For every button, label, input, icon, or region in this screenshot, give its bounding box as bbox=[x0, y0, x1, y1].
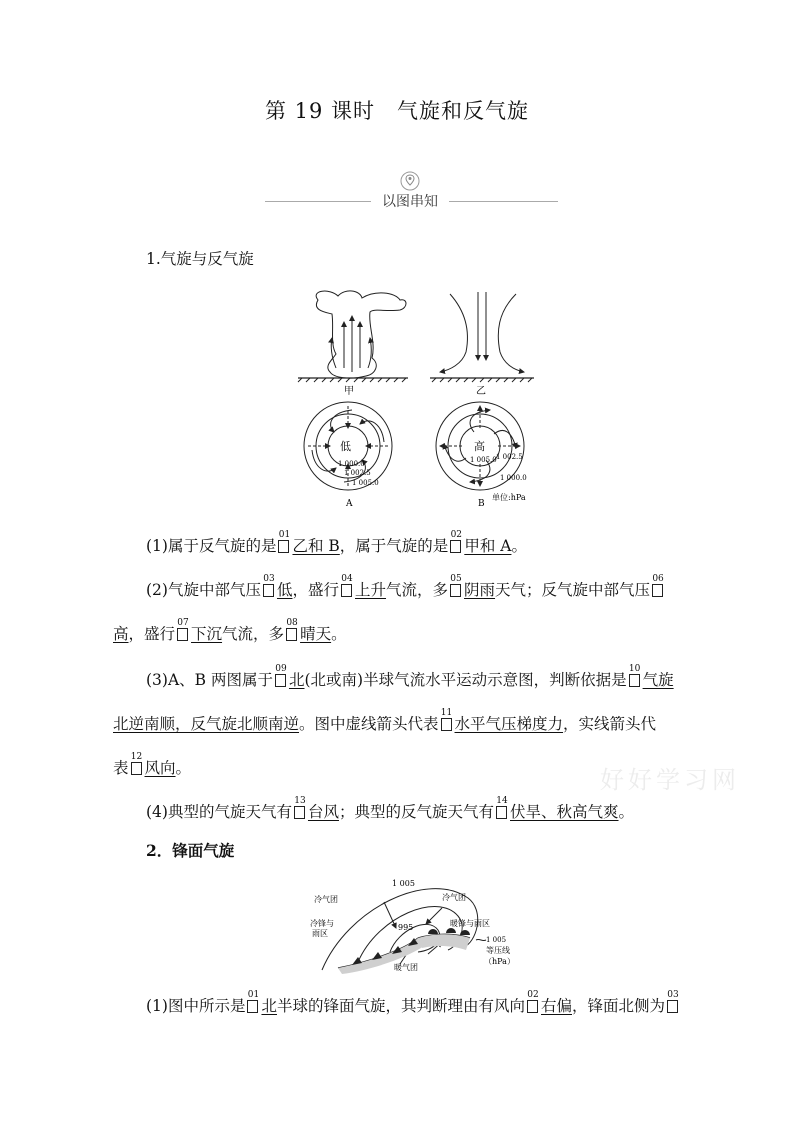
cyclone-vertical-diagram bbox=[298, 291, 408, 382]
warm-front-label: 暖锋与雨区 bbox=[450, 919, 490, 928]
b-isobar-2: 1 002.5 bbox=[496, 453, 523, 461]
answer-number-badge: 13 bbox=[293, 803, 307, 819]
legend-value: 1 005 bbox=[486, 936, 507, 944]
b-isobar-3: 1 000.0 bbox=[500, 474, 527, 482]
warm-front-rain-area bbox=[418, 934, 470, 950]
a-isobar-2: 1 002.5 bbox=[344, 469, 371, 477]
b-isobar-1: 1 005.0 bbox=[470, 456, 497, 464]
question-1: (1)属于反气旋的是 01 乙和 B，属于气旋的是 02 甲和 A。 bbox=[146, 530, 527, 555]
unit-label: 单位:hPa bbox=[492, 493, 526, 502]
heading-cyclone-anticyclone: 1.气旋与反气旋 bbox=[146, 250, 254, 268]
label-jia: 甲 bbox=[344, 386, 354, 397]
section-label: 以图串知 bbox=[382, 194, 438, 210]
question-2-line-2: 高，盛行 07 下沉气流，多 08 晴天。 bbox=[113, 618, 347, 643]
watermark: 好好学习网 bbox=[600, 766, 740, 794]
frontal-cyclone-figure bbox=[308, 872, 528, 974]
question-3-line-3: 表 12 风向。 bbox=[113, 752, 192, 777]
a-isobar-3: 1 005.0 bbox=[352, 479, 379, 487]
answer-number-badge: 04 bbox=[340, 581, 354, 597]
answer-number-badge: 07 bbox=[176, 625, 190, 641]
answer-number-badge: 01 bbox=[277, 537, 291, 553]
heading-frontal-cyclone: 2．锋面气旋 bbox=[146, 841, 235, 860]
answer-text: 乙和 B bbox=[292, 537, 340, 555]
answer-number-badge: 02 bbox=[526, 997, 540, 1013]
page-title: 第 19 课时 气旋和反气旋 bbox=[264, 99, 530, 123]
section-divider-left bbox=[265, 201, 371, 202]
answer-number-badge: 10 bbox=[628, 671, 642, 687]
answer-number-badge: 06 bbox=[651, 581, 665, 597]
a-isobar-1: 1 000.0 bbox=[338, 460, 365, 468]
anticyclone-vertical-diagram bbox=[430, 292, 534, 382]
legend-label-2: （hPa） bbox=[484, 957, 515, 966]
question-3-line-1: (3)A、B 两图属于 09 北(北或南)半球气流水平运动示意图，判断依据是 10 气旋 bbox=[146, 664, 674, 689]
answer-number-badge: 01 bbox=[246, 997, 260, 1013]
answer-number-badge: 12 bbox=[130, 759, 144, 775]
question-4: (4)典型的气旋天气有 13 台风；典型的反气旋天气有 14 伏旱、秋高气爽。 bbox=[146, 796, 635, 821]
cold-air-left: 冷气团 bbox=[314, 895, 338, 904]
cold-front-label-2: 雨区 bbox=[312, 929, 328, 938]
answer-text: 甲和 A bbox=[464, 537, 512, 555]
high-pressure-center: 高 bbox=[474, 440, 485, 453]
iso-995-label: 995 bbox=[398, 923, 414, 932]
answer-number-badge: 11 bbox=[440, 715, 454, 731]
iso-1005-label: 1 005 bbox=[392, 879, 415, 888]
question-5: (1)图中所示是 01 北半球的锋面气旋，其判断理由有风向 02 右偏，锋面北侧为 03 bbox=[146, 990, 679, 1015]
low-pressure-center: 低 bbox=[340, 440, 351, 453]
location-pin-icon bbox=[400, 171, 420, 191]
question-2-line-1: (2)气旋中部气压 03 低，盛行 04 上升气流，多 05 阴雨天气；反气旋中部气压 06 bbox=[146, 574, 664, 599]
warm-air-label: 暖气团 bbox=[394, 963, 418, 972]
label-b: B bbox=[478, 499, 485, 509]
question-3-line-2: 北逆南顺，反气旋北顺南逆。图中虚线箭头代表 11 水平气压梯度力，实线箭头代 bbox=[113, 708, 657, 733]
cold-front-label-1: 冷锋与 bbox=[310, 919, 334, 928]
cyclone-anticyclone-figure bbox=[290, 282, 540, 514]
cold-air-right: 冷气团 bbox=[442, 893, 466, 902]
answer-number-badge: 08 bbox=[285, 625, 299, 641]
answer-number-badge: 03 bbox=[262, 581, 276, 597]
label-a: A bbox=[346, 499, 353, 509]
answer-number-badge: 14 bbox=[495, 803, 509, 819]
label-yi: 乙 bbox=[476, 386, 486, 397]
legend-label-1: 等压线 bbox=[486, 946, 510, 955]
answer-number-badge: 03 bbox=[666, 997, 680, 1013]
section-divider-right bbox=[449, 201, 558, 202]
answer-number-badge: 09 bbox=[274, 671, 288, 687]
answer-number-badge: 02 bbox=[449, 537, 463, 553]
answer-number-badge: 05 bbox=[449, 581, 463, 597]
